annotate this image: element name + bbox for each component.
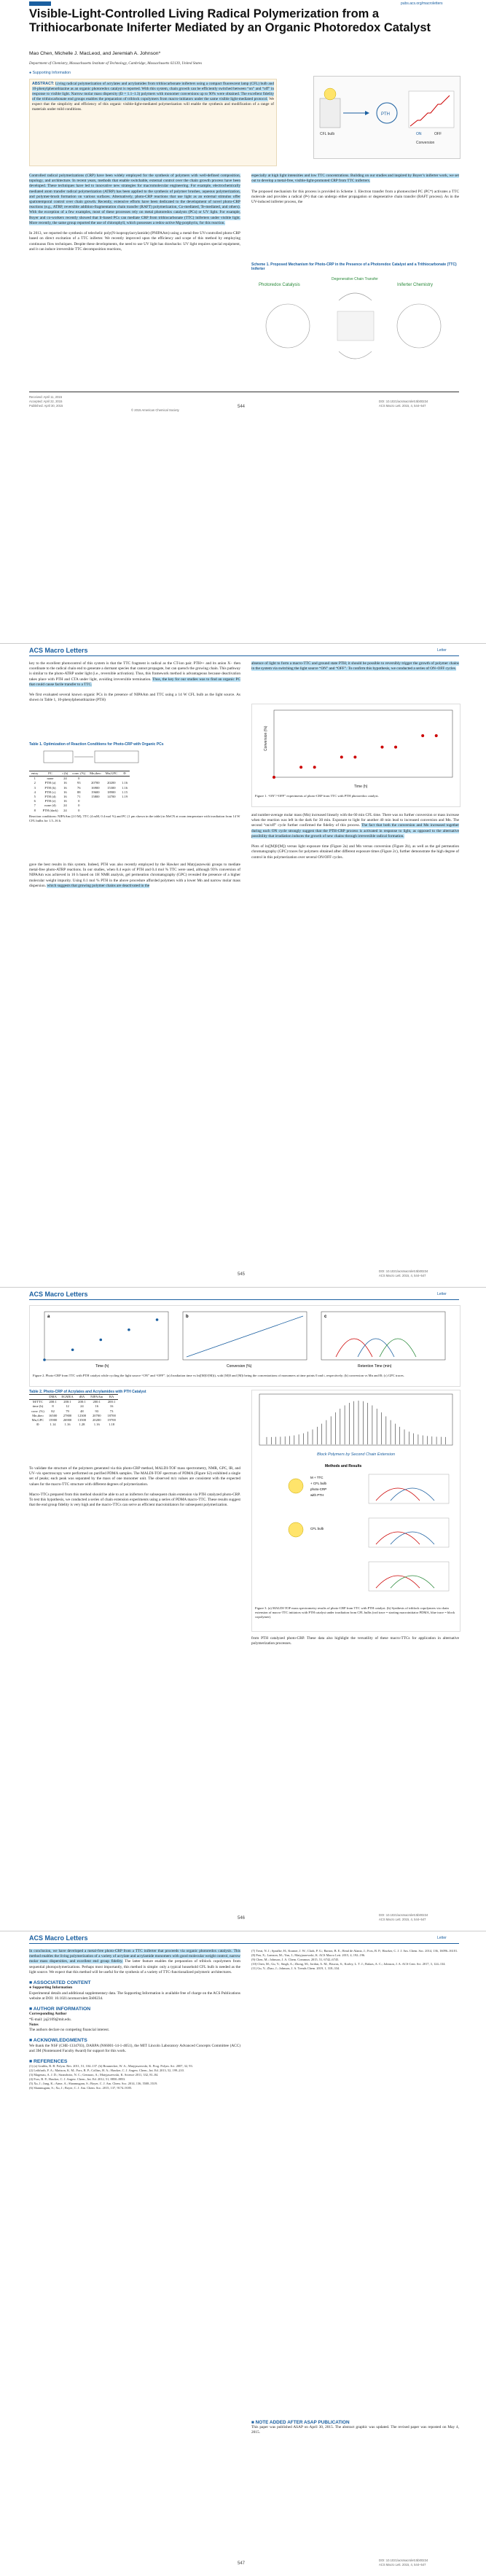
- header-rule-p4: [29, 1943, 459, 1944]
- fig2-panel-c: c: [324, 1315, 327, 1319]
- doi-1[interactable]: DOI: 10.1021/acsmacrolett.5b00234: [379, 400, 428, 403]
- fig2-axis-b: Conversion (%): [227, 1364, 252, 1369]
- figure-1-point: [313, 766, 316, 768]
- table-2-header-cell: tBA: [76, 1395, 88, 1400]
- table-cell: 1.16: [122, 785, 128, 790]
- table-cell: 48: [80, 1409, 84, 1413]
- table-1-header-cell: Mn,GPC: [103, 771, 119, 777]
- figure-1-ylabel: Conversion (%): [264, 725, 268, 751]
- body-left-col-p2b: [29, 863, 240, 889]
- table-2-header-cell: [29, 1395, 47, 1400]
- page-4: [0, 1931, 486, 2576]
- toc-cfl: CFL bulb: [320, 132, 335, 136]
- table-cell: 24: [80, 1404, 84, 1409]
- table-1-note: Reaction conditions: NIPAAm (2.0 M), TTC (4 mM, 0.4 mol %) and PC (1 μm shown in the table) in MeCN at room temperature with irradiation from 14 W CFL bulbs for 1.5–16 h.: [29, 814, 240, 822]
- p2-right-highlight-2: The fact that both the conversion and Mn increased together during each ON cycle strongly suggest that the PTH-CRP process is activated in response to light, as opposed to the alternative possibility that irradiation induces the growth of new chains through irreversible radical formation.: [251, 823, 459, 838]
- p2-right-paragraph-2: Plots of ln([M]0/[M]) versus light exposure time (Figure 2a) and Mn versus conversion (Figure 2b), as well as the gel permeation chromatography (GPC) traces for polymers obtained after different exposure times (Figure 2c), further demonstrate the high degree of control in this polymerization over several ON/OFF cycles.: [251, 844, 459, 860]
- toc-svg: [314, 77, 460, 158]
- table-1: [29, 742, 240, 823]
- figure-3-caption: Figure 3. (a) MALDI-TOF mass spectrometry results of photo-CRP from TTC with PTH catalyst. (b) Synthesis of triblock copolymers via chain extension of macro-TTC initiators with PTH catalyst under irradiation from CFL bulbs (rod trace = starting macroinitiator PDMA, blue trace = block copolymer).: [255, 1606, 455, 1619]
- scheme-2-title: Block Polymers by Second Chain Extension: [317, 1452, 395, 1457]
- reference-item: (11) Gu, Y.; Zhao, J.; Johnson, J. A. Trends Chem. 2019, 1, 318–334.: [251, 1966, 340, 1970]
- table-cell: 2: [34, 781, 36, 785]
- table-cell: 12300: [77, 1413, 87, 1417]
- received-date: Received: April 11, 2015: [29, 395, 63, 399]
- table-cell: 8: [34, 808, 36, 812]
- methods-label: Methods and Results: [325, 1464, 362, 1468]
- figure-3a-svg: [252, 1390, 460, 1449]
- table-row: [29, 1423, 118, 1427]
- table-cell: 88: [77, 790, 81, 794]
- table-cell: 200:1: [93, 1400, 101, 1404]
- table-cell: 16: [63, 785, 67, 790]
- table-cell: 200:1: [49, 1400, 57, 1404]
- citation-1: ACS Macro Lett. 2015, 4, 544–547: [379, 404, 426, 408]
- table-2-header-cell: EGMEA: [59, 1395, 75, 1400]
- intro-paragraph-2: In 2013, we reported the synthesis of telechelic poly(N-isopropylacrylamide) (PNIPAAm) using a metal-free UV-controlled photo-CRP based on direct excitation of a TTC iniferter. We recently improved upon the efficiency and scope of this method by employing continuous flow techniques. Despite these developments, the need to use UV light has drawbacks: UV light requires special equipment, and it can induce irreversible TTC decomposition reactions,: [29, 231, 240, 252]
- conclusion-highlight: In conclusion, we have developed a metal-free photo-CRP from a TTC iniferter that proceeds via organic photoredox catalysis. This method enables the living polymerization of a variety of acrylate and acrylamide monomers with good molecular weight control, narrow molar mass dispersities, and excellent end group fidelity.: [29, 1949, 240, 1964]
- figure-2a-point: [156, 1318, 159, 1321]
- corresponding-email[interactable]: *E-mail: jaj2109@mit.edu.: [29, 2017, 71, 2022]
- table-cell: 1.18: [109, 1423, 115, 1427]
- table-cell: Mn,GPC: [31, 1418, 44, 1423]
- section-associated-content: ■ ASSOCIATED CONTENT: [29, 1980, 91, 1986]
- authors: Mao Chen, Michelle J. MacLeod, and Jeremiah A. Johnson*: [29, 51, 161, 56]
- reference-item: (2) Leibfarth, F. A.; Mattson, K. M.; Fors, B. P.; Collins, H. A.; Hawker, C. J. Angew. Chem., Int. Ed. 2013, 52, 199–210.: [29, 2069, 184, 2073]
- supporting-info-head[interactable]: [29, 1985, 240, 1991]
- table-cell: 0: [78, 803, 80, 808]
- table-cell: Mn,theo: [32, 1413, 44, 1417]
- table-cell: 16: [109, 1404, 114, 1409]
- reference-item: (10) Chen, M.; Gu, Y.; Singh, A.; Zhong, M.; Jordan, A. M.; Biswas, S.; Korley, L. T. J.; Balazs, A. C.; Johnson, J. A. ACS Cent. Sci. 2017, 3, 124–134.: [251, 1961, 446, 1966]
- toc-graphic: [313, 76, 460, 159]
- right-paragraph: especially at high light intensities and low TTC concentrations. Building on our studies and inspired by Boyer’s iniferter work, we set out to develop a metal-free, visible-light-promoted CRP from TTC iniferters.: [251, 174, 459, 184]
- table-cell: 1.19: [122, 795, 128, 799]
- figure-3: [251, 1390, 460, 1632]
- table-cell: M/TTC: [32, 1400, 43, 1404]
- p2-right-highlight: absence of light to form a macro-TTC and ground state PTH; it should be possible to reversibly trigger the growth of polymer chains in the system via switching the light source “ON” and “OFF”. To confirm this hypothesis, we conducted a series of ON–OFF cycles.: [251, 661, 459, 672]
- table-row: [29, 809, 130, 813]
- table-row: [29, 1400, 118, 1405]
- table-1-header-row: [29, 771, 130, 777]
- table-cell: conv. (%): [31, 1409, 44, 1413]
- section-ack-label: ACKNOWLEDGMENTS: [33, 2038, 87, 2044]
- right-paragraph-2: The proposed mechanism for this process is provided in Scheme 1. Electron transfer from a photoexcited PC (PC*) activates a TTC molecule and provides a radical (P•) that can undergo either propagation or degenerative chain transfer (RAFT process). As in the UV-induced iniferter process, the: [251, 189, 459, 205]
- table-cell: 73: [109, 1409, 114, 1413]
- table-cell: 24: [63, 777, 67, 781]
- doi-2[interactable]: DOI: 10.1021/acsmacrolett.5b00234: [379, 1269, 428, 1273]
- section-assoc-label: ASSOCIATED CONTENT: [33, 1980, 91, 1986]
- section-label-p3: Letter: [437, 1292, 447, 1296]
- p3-paragraph-2: Macro-TTCs prepared from this method should be able to act as iniferters for subsequent chain extension via PTH catalyzed photo-CRP. To test this hypothesis, we conducted a series of chain extension experiments using a series of PDMA macro-TTC. These results suggest that the end group fidelity is very high and the macro-TTCs can serve as efficient macroinitiators for subsequent polymerization.: [29, 1493, 240, 1508]
- body-left-col-p1: [29, 174, 240, 252]
- figure-2a-point: [99, 1339, 102, 1342]
- table-cell: PTH (e): [44, 799, 56, 803]
- table-cell: [103, 777, 119, 782]
- reference-item: (1) (a) Grubbs, R. B. Polym. Rev. 2011, 51, 104–137. (b) Braunecker, W. A.; Matyjaszewski, K. Prog. Polym. Sci. 2007, 32, 93.: [29, 2064, 193, 2069]
- figure-2b: [183, 1312, 307, 1369]
- scheme-label-iniferter: Iniferter Chemistry: [397, 283, 434, 287]
- body-right-col-p1: [251, 174, 459, 205]
- reference-item: (4) Fors, B. P.; Hawker, C. J. Angew. Chem., Int. Ed. 2012, 51, 8850–8853.: [29, 2077, 126, 2082]
- info-icon: ●: [29, 71, 33, 75]
- table-cell: 1.16: [93, 1423, 100, 1427]
- table-cell: 16: [63, 795, 67, 799]
- header-rule-p2: [29, 655, 459, 656]
- asap-text: This paper was published ASAP on April 30, 2015. The abstract graphic was updated. The revised paper was reposted on May 4, 2015.: [251, 2425, 459, 2435]
- table-1-grid: [29, 771, 130, 813]
- figure-2a-point: [128, 1328, 130, 1331]
- table-row: [29, 777, 130, 782]
- asap-head: ■ NOTE ADDED AFTER ASAP PUBLICATION: [251, 2420, 350, 2425]
- table-2-header-row: [29, 1395, 118, 1400]
- affiliation: Department of Chemistry, Massachusetts Institute of Technology, Cambridge, Massachusetts 02139, United States: [29, 61, 203, 66]
- method-line-4: with PTH: [310, 1493, 324, 1497]
- page-number-1: 544: [238, 405, 246, 409]
- table-cell: 1.15: [122, 790, 128, 794]
- asap-note: [251, 2420, 459, 2435]
- p2-highlight-2: which suggests that growing polymer chains are deactivated in the: [47, 883, 150, 888]
- table-cell: 19600: [91, 790, 100, 794]
- method-line-5: CFL bulb: [310, 1527, 324, 1530]
- supporting-info-label: Supporting Information: [32, 71, 71, 75]
- scheme-label-photoredox: Photoredox Catalysis: [259, 283, 300, 287]
- table-cell: Đ: [36, 1423, 39, 1427]
- table-cell: 20700: [91, 781, 100, 785]
- table-cell: 0: [78, 777, 80, 781]
- citation-2: ACS Macro Lett. 2015, 4, 544–547: [379, 1274, 426, 1277]
- figure-1-plot: [252, 704, 460, 790]
- table-cell: 16: [95, 1404, 99, 1409]
- table-cell: none (d): [44, 803, 56, 808]
- table-cell: 4: [34, 790, 36, 794]
- table-cell: 16500: [48, 1413, 58, 1417]
- published-date: Published: April 30, 2015: [29, 404, 63, 408]
- section-author-label: AUTHOR INFORMATION: [33, 2007, 91, 2012]
- figure-2a-point: [71, 1348, 74, 1351]
- table-cell: 16: [63, 781, 67, 785]
- figure-1: [251, 704, 460, 807]
- table-cell: 16900: [91, 785, 100, 790]
- table-cell: 20700: [93, 1413, 101, 1417]
- table-cell: 93: [77, 781, 81, 785]
- figure-1-point: [273, 776, 275, 779]
- figure-2-svg: [30, 1306, 460, 1370]
- table-cell: 0: [78, 799, 80, 803]
- table-cell: [119, 777, 130, 782]
- table-cell: 15800: [91, 795, 100, 799]
- abstract-tail: We expect that the simplicity and efficiency of this organic visible-light-mediated polymerization will enable the synthesis and modification of a range of materials under mild conditions.: [32, 97, 274, 112]
- reference-item: (8) Pan, X.; Lamson, M.; Yan, J.; Matyjaszewski, K. ACS Macro Lett. 2015, 4, 192–196.: [251, 1953, 366, 1957]
- figure-1-xlabel: Time (h): [354, 785, 368, 789]
- corresponding-author-head: Corresponding Author: [29, 2012, 67, 2017]
- method-line-3: photo-CRP: [310, 1487, 327, 1491]
- figure-1-point: [353, 755, 356, 758]
- table-cell: 18900: [107, 790, 116, 794]
- copyright: © 2015 American Chemical Society: [131, 408, 179, 412]
- table-cell: PTH (c): [44, 790, 56, 794]
- table-cell: 6: [34, 799, 36, 803]
- supporting-info-link[interactable]: [29, 71, 71, 75]
- p2-paragraph-2: We first evaluated several known organic PCs in the presence of NIPAAm and TTC using a 14 W CFL bulb as the light source. As shown in Table 1, 10-phenylphenothiazine (PTH): [29, 693, 240, 703]
- table-cell: 82: [51, 1409, 55, 1413]
- table-2: [29, 1390, 240, 1427]
- fig2-panel-a: a: [47, 1315, 50, 1319]
- conclusion-text: The latter feature enables the preparation of triblock copolymers from sequential photopolymerizations. Perhaps most importantly, this method is simple: only a typical household CFL bulb is needed as the light source. We expect that this method will be useful for the synthesis of a variety of TTC-functionalized polymeric architectures.: [29, 1959, 240, 1974]
- figure-2-caption: Figure 2. Photo-CRP from TTC with PTH catalyst while cycling the light source “ON” and “OFF”. (a) Irradiation time vs ln([M]0/[M]t), with [M]0 and [M]t being the concentrations of monomers at time points 0 and t, respectively; (b) conversion vs Mn and Đ; (c) GPC traces.: [33, 1374, 404, 1377]
- doi-3[interactable]: DOI: 10.1021/acsmacrolett.5b00234: [379, 1913, 428, 1917]
- table-cell: PTH (b): [44, 785, 56, 790]
- table-1-header-cell: Đ: [119, 771, 130, 777]
- section-references: ■ REFERENCES: [29, 2059, 68, 2065]
- page-number-3: 546: [238, 1916, 246, 1921]
- p2-highlight-1: Thus, the key for our studies was to find an organic PC that could cause facile transfer to a TTC.: [29, 677, 240, 687]
- p2-paragraph-1: key to the excellent photocontrol of this system is that the TTC fragment is radical as the CT-ion pair. PTH•+ and its anion X− then coordinate to the radical chain end to generate a dormant species that cannot propagate, but can quench the growing chain. This pathway is similar to the photo-ATRP under light (i.e., reversible activation). Thus, this framework method is advantageous because deactivation takes place with PTH and CTA under light, avoiding irreversible termination.: [29, 661, 240, 682]
- intro-paragraph: Controlled radical polymerizations (CRP) have been widely employed for the synthesis of polymers with well-defined composition, topology, and architecture. In recent years, methods that enable switchable, external control over the chain growth process have been developed. These techniques have led to innovative new strategies for macromolecular engineering. For example, electrochemically mediated atom transfer radical polymerization (ATRP) has been applied to the synthesis of polymer brushes, aqueous polymerization, and polymer-brush formation on various surfaces. Alternatively, photo-CRP reactions that use light as an external stimulus offer spatiotemporal control over chain growth. Recently, extensive efforts have been dedicated to the development of novel photo-CRP reactions (e.g., ATRP, reversible addition-fragmentation chain transfer (RAFT) polymerization, Co-mediated, Te-mediated, and others). With the exception of a few examples, most of these processes rely on metal photoredox catalysts (PCs) or UV light. For example, Boyer and co-workers recently showed that Ir-based PCs can mediate CRP from trithiocarbonate (TTC) iniferters under visible light. More recently, the same group reported the use of chlorophyll, which possesses a redox-active Mg-porphyrin, for this reaction.: [29, 174, 240, 225]
- table-cell: 24: [63, 803, 67, 808]
- figure-2a-point: [43, 1358, 46, 1361]
- table-cell: 79: [66, 1409, 69, 1413]
- table-2-header-cell: DMA: [47, 1395, 59, 1400]
- body-right-col-p4: [251, 1949, 459, 1971]
- figure-1-point: [435, 734, 438, 737]
- table-cell: [103, 809, 119, 813]
- notes-head: Notes: [29, 2022, 39, 2027]
- notes-text: The authors declare no competing financial interest.: [29, 2028, 110, 2033]
- p2-paragraph-3: gave the best results in this system. Indeed, PTH was also recently employed by the Hawker and Matyjaszewski groups to mediate metal-free photo-ATRP reactions. In our studies, when 0.4 equiv of PTH and 0.4 mol % TTC were used, although 93% conversion of NIPAAm was achieved in 16 h based on 1H NMR analysis, gel permeation chromatography (GPC) revealed the presence of a higher molecular weight impurity. Using 0.1 mol % PTH in the above procedure afforded polymers with a lower Mn and narrow molar mass dispersion.: [29, 863, 240, 888]
- table-cell: 71: [77, 795, 81, 799]
- table-cell: 0: [78, 808, 80, 812]
- reference-item: (3) Magenau, A. J. D.; Strandwitz, N. C.; Gennaro, A.; Matyjaszewski, K. Science 2011, 332, 81–84.: [29, 2073, 159, 2077]
- page-3: [0, 1288, 486, 1931]
- table-cell: 20200: [93, 1418, 101, 1423]
- table-cell: 16: [63, 790, 67, 794]
- info-icon: ●: [29, 1985, 33, 1991]
- method-line-2: + CFL bulb: [310, 1482, 326, 1485]
- table-cell: 7: [34, 803, 36, 808]
- table-cell: PTH (d): [44, 795, 56, 799]
- section-acknowledgments: ■ ACKNOWLEDGMENTS: [29, 2038, 87, 2044]
- scheme-label-chain-transfer: Degenerative Chain Transfer: [332, 277, 378, 281]
- references-left: [29, 2064, 240, 2090]
- table-cell: PTH (dark): [42, 808, 58, 812]
- table-cell: 8: [52, 1404, 54, 1409]
- body-right-col-p2: [251, 661, 459, 672]
- figure-2a: [43, 1312, 168, 1369]
- page-2: [0, 644, 486, 1287]
- table-cell: 5: [34, 795, 36, 799]
- table-cell: 24: [63, 808, 67, 812]
- article-title: Visible-Light-Controlled Living Radical Polymerization from a Trithiocarbonate Iniferter Mediated by an Organic Photoredox Catalyst: [29, 7, 431, 34]
- figure-3b-svg: [252, 1457, 460, 1603]
- table-cell: 200:1: [107, 1400, 116, 1404]
- fig2-axis-a: Time (h): [95, 1364, 109, 1369]
- table-cell: 1: [34, 777, 36, 781]
- header-rule-p3: [29, 1299, 459, 1300]
- body-left-col-p2: [29, 661, 240, 704]
- table-cell: PTH (a): [44, 781, 56, 785]
- method-line-1: M + TTC: [310, 1476, 324, 1479]
- running-head-p3: ACS Macro Letters: [29, 1291, 88, 1298]
- abstract-label: ABSTRACT:: [32, 82, 55, 86]
- running-head-p4: ACS Macro Letters: [29, 1934, 88, 1942]
- figure-1-point: [394, 746, 397, 749]
- abstract-box: [29, 79, 277, 166]
- section-label-p2: Letter: [437, 648, 447, 653]
- scheme-1-title: Scheme 1. Proposed Mechanism for Photo-CRP in the Presence of a Photoredox Catalyst and a Trithiocarbonate (TTC) Iniferter: [251, 262, 457, 271]
- table-cell: 93: [95, 1409, 99, 1413]
- acknowledgments-text: We thank the NSF (CHE-1334703), DARPA (N66001-14-1-4051), the MIT Lincoln Laboratory Advanced Concepts Committee (ACC) and 3M (Nontenured Faculty Award) for support for this work.: [29, 2043, 240, 2053]
- reference-item: (6) Shanmugam, S.; Xu, J.; Boyer, C. J. Am. Chem. Soc. 2015, 137, 9174–9185.: [29, 2086, 133, 2090]
- table-2-header-cell: BA: [105, 1395, 117, 1400]
- figure-1-point: [340, 755, 343, 758]
- table-1-header-cell: Mn,theo: [87, 771, 103, 777]
- scheme-1: [251, 262, 459, 386]
- fig2-axis-c: Retention Time (min): [358, 1364, 392, 1369]
- table-cell: [87, 777, 103, 782]
- reference-item: (5) Xu, J.; Jung, K.; Atme, A.; Shanmugam, S.; Boyer, C. J. Am. Chem. Soc. 2014, 136, 5508–5519.: [29, 2082, 158, 2086]
- toc-pth: PTH: [381, 112, 390, 117]
- body-right-col-p2b: [251, 813, 459, 860]
- running-head-p2: ACS Macro Letters: [29, 647, 88, 654]
- table-cell: 15900: [48, 1418, 58, 1423]
- page-number-4: 547: [238, 2561, 246, 2566]
- table-cell: 1.16: [122, 781, 128, 785]
- table-cell: 18700: [107, 1413, 116, 1417]
- figure-1-point: [421, 734, 424, 737]
- p3-paragraph-1: To validate the structure of the polymers generated via this photo-CRP method, MALDI-TOF mass spectrometry, NMR, GPC, IR, and UV–vis spectroscopy were performed on purified PDMA samples. The MALDI-TOF spectrum of PDMA (Figure S2) exhibited a single set of peaks; each peak was separated by the mass of one monomer unit. The observed m/z values are consistent with the expected values for the macro-TTC structure with different degrees of polymerization.: [29, 1466, 240, 1487]
- fig2-panel-b: b: [186, 1315, 189, 1319]
- table-cell: 1.16: [64, 1423, 71, 1427]
- table-cell: 13500: [77, 1418, 87, 1423]
- supporting-info-text: Experimental details and additional supplementary data. The Supporting Information is available free of charge on the ACS Publications website at DOI: 10.1021/acsmacrolett.5b00234.: [29, 1991, 240, 2001]
- asap-head-label: NOTE ADDED AFTER ASAP PUBLICATION: [255, 2420, 350, 2425]
- supporting-info-head-label: Supporting Information: [32, 1985, 73, 1991]
- toc-off: OFF: [434, 132, 442, 136]
- body-left-col-p3: [29, 1466, 240, 1509]
- table-cell: 76: [77, 785, 81, 790]
- page-number-2: 545: [238, 1272, 246, 1277]
- p2-right-paragraph: and number-average molar mass (Mn) increased linearly with the 60 min CFL time. There was no further conversion or mass increase when the reaction was left in the dark for 30 min. Exposure to light for another 40 min lead to increased conversion and Mn. The second “on/off” cycle further confirmed the fidelity of this process.: [251, 813, 459, 828]
- toc-conv: Conversion: [416, 141, 435, 145]
- references-right: [251, 1949, 459, 1971]
- figure-1-caption: Figure 1. “ON”/“OFF” experiments of photo-CRP from TTC with PTH photoredox catalyst.: [255, 794, 379, 798]
- citation-3: ACS Macro Lett. 2015, 4, 544–547: [379, 1918, 426, 1921]
- table-cell: 16: [63, 799, 67, 803]
- body-right-col-p3: [251, 1636, 459, 1646]
- table-cell: none: [47, 777, 54, 781]
- figure-2: [29, 1305, 460, 1387]
- table-cell: [119, 809, 130, 813]
- figure-1-point: [380, 746, 383, 749]
- table-cell: 1.14: [50, 1423, 56, 1427]
- table-cell: 1.28: [79, 1423, 85, 1427]
- accepted-date: Accepted: April 22, 2015: [29, 400, 63, 403]
- abstract-highlight: Living radical polymerization of acrylates and acrylamides from trithiocarbonate iniferters using a compact fluorescent lamp (CFL) bulb and 10-phenylphenothiazine as an organic photoredox catalyst is reported. With this system, chain growth can be efficiently switched between “on” and “off” in response to visible light. Narrow molar mass dispersity (Đ = 1.1–1.3) polymers with monomer conversions up to 90% were obtained. The excellent fidelity of the trithiocarbonate end groups enables the preparation of triblock copolymers from macro-initiators under the same visible light-mediated protocol.: [32, 82, 274, 102]
- journal-logo: [29, 1, 51, 6]
- page-1: [0, 0, 486, 643]
- figure-2c: [321, 1312, 445, 1369]
- table-cell: 3: [34, 785, 36, 790]
- doi-4[interactable]: DOI: 10.1021/acsmacrolett.5b00234: [379, 2559, 428, 2562]
- journal-label[interactable]: pubs.acs.org/macroletters: [401, 1, 443, 6]
- table-cell: 19700: [107, 1418, 116, 1423]
- table-cell: 26900: [63, 1418, 72, 1423]
- table-1-header-cell: conv. (%): [70, 771, 87, 777]
- table-1-header-cell: t (h): [60, 771, 71, 777]
- table-cell: 200:1: [78, 1400, 86, 1404]
- table-cell: 12: [66, 1404, 69, 1409]
- table-2-title: Table 2. Photo-CRP of Acrylates and Acrylamides with PTH Catalyst: [29, 1390, 146, 1394]
- reference-item: (7) Treat, N. J.; Sprafke, H.; Kramer, J. W.; Clark, P. G.; Barton, B. E.; Read de Alaniz, J.; Fors, B. P.; Hawker, C. J. J. Am. Chem. Soc. 2014, 136, 16096–16101.: [251, 1949, 458, 1953]
- body-left-col-p4: [29, 1949, 240, 2090]
- section-author-info: ■ AUTHOR INFORMATION: [29, 2007, 91, 2012]
- reference-item: (9) Chen, M.; Johnson, J. A. Chem. Commun. 2015, 51, 6742–6745.: [251, 1957, 340, 1961]
- scheme-1-svg: [251, 271, 459, 381]
- table-cell: 200:1: [63, 1400, 71, 1404]
- toc-on: ON: [416, 132, 422, 136]
- section-label-p4: Letter: [437, 1936, 447, 1940]
- citation-4: ACS Macro Lett. 2015, 4, 544–547: [379, 2563, 426, 2567]
- table-1-header-cell: PC: [40, 771, 60, 777]
- table-2-header-cell: NIPAAm: [88, 1395, 105, 1400]
- table-1-title: Table 1. Optimization of Reaction Conditions for Photo-CRP with Organic PCs: [29, 742, 164, 747]
- table-cell: 20200: [107, 781, 116, 785]
- table-cell: [87, 809, 103, 813]
- p3-right-paragraph: from PTH catalyzed photo-CRP. These data also highlight the versatility of these macro-TTCs for application in alternative polymerization processes.: [251, 1636, 459, 1646]
- table-1-structure: [29, 747, 175, 767]
- table-cell: 15300: [107, 785, 116, 790]
- section-refs-label: REFERENCES: [34, 2059, 68, 2065]
- table-cell: 14700: [107, 795, 116, 799]
- table-2-grid: [29, 1394, 118, 1427]
- table-1-header-cell: entry: [29, 771, 40, 777]
- table-cell: time (h): [32, 1404, 44, 1409]
- table-row: [29, 786, 130, 790]
- table-cell: 27800: [63, 1413, 72, 1417]
- figure-1-point: [299, 766, 302, 768]
